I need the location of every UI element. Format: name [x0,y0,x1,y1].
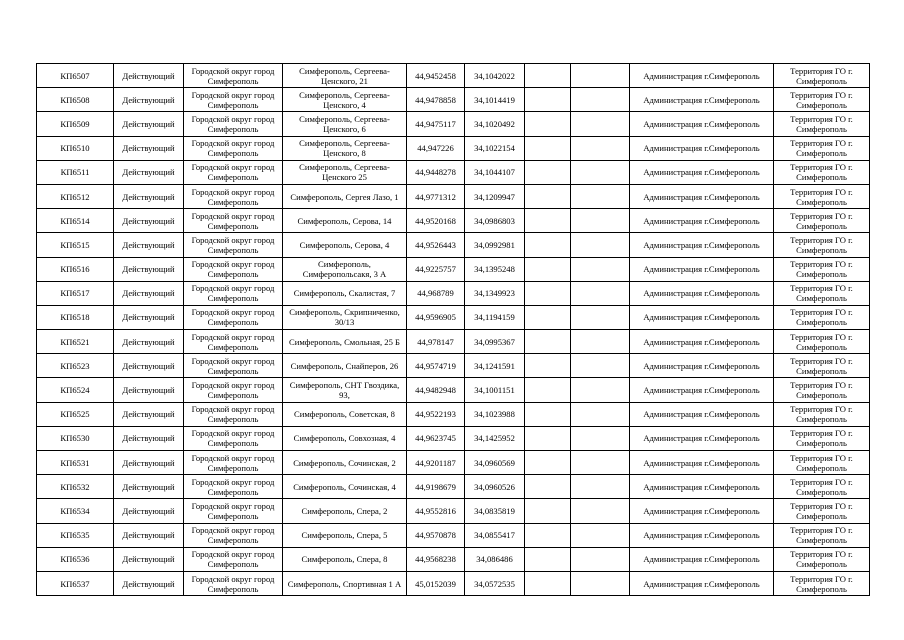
cell-district: Городской округ город Симферополь [184,354,283,378]
cell-address: Симферополь, Снайперов, 26 [283,354,407,378]
cell-empty [571,402,630,426]
cell-longitude: 34,1014419 [465,88,525,112]
cell-longitude: 34,0960569 [465,451,525,475]
cell-territory: Территория ГО г. Симферополь [774,451,870,475]
cell-empty [525,64,571,88]
cell-status: Действующий [114,88,184,112]
cell-owner: Администрация г.Симферополь [630,571,774,595]
cell-district: Городской округ город Симферополь [184,523,283,547]
cell-district: Городской округ город Симферополь [184,209,283,233]
cell-owner: Администрация г.Симферополь [630,64,774,88]
cell-code: КП6517 [37,281,114,305]
cell-district: Городской округ город Симферополь [184,305,283,329]
cell-status: Действующий [114,112,184,136]
cell-longitude: 34,0995367 [465,330,525,354]
table-row [37,354,870,378]
cell-address: Симферополь, Сергея Лазо, 1 [283,184,407,208]
cell-address: Симферополь, Скалистая, 7 [283,281,407,305]
cell-code: КП6530 [37,426,114,450]
cell-latitude: 44,9198679 [407,475,465,499]
cell-code: КП6510 [37,136,114,160]
cell-latitude: 44,9225757 [407,257,465,281]
cell-empty [571,184,630,208]
cell-code: КП6509 [37,112,114,136]
cell-owner: Администрация г.Симферополь [630,378,774,402]
cell-district: Городской округ город Симферополь [184,257,283,281]
cell-address: Симферополь, Спера, 8 [283,547,407,571]
cell-address: Симферополь, Сергеева-Ценского 25 [283,160,407,184]
table-row [37,402,870,426]
cell-code: КП6531 [37,451,114,475]
cell-owner: Администрация г.Симферополь [630,475,774,499]
cell-latitude: 44,9526443 [407,233,465,257]
cell-code: КП6514 [37,209,114,233]
cell-district: Городской округ город Симферополь [184,378,283,402]
cell-address: Симферополь, Советская, 8 [283,402,407,426]
table-row [37,305,870,329]
cell-empty [571,330,630,354]
cell-empty [571,209,630,233]
cell-territory: Территория ГО г. Симферополь [774,184,870,208]
table-row [37,475,870,499]
table-row [37,281,870,305]
cell-empty [525,184,571,208]
cell-owner: Администрация г.Симферополь [630,209,774,233]
cell-code: КП6507 [37,64,114,88]
cell-empty [571,547,630,571]
cell-latitude: 44,947226 [407,136,465,160]
cell-latitude: 44,9623745 [407,426,465,450]
cell-latitude: 44,9574719 [407,354,465,378]
cell-territory: Территория ГО г. Симферополь [774,402,870,426]
cell-empty [525,354,571,378]
cell-status: Действующий [114,426,184,450]
cell-status: Действующий [114,281,184,305]
cell-longitude: 34,1241591 [465,354,525,378]
cell-latitude: 44,9568238 [407,547,465,571]
table-row [37,426,870,450]
cell-empty [525,451,571,475]
cell-territory: Территория ГО г. Симферополь [774,112,870,136]
cell-latitude: 44,9522193 [407,402,465,426]
cell-empty [525,160,571,184]
cell-address: Симферополь, Сочинская, 4 [283,475,407,499]
cell-empty [571,475,630,499]
cell-territory: Территория ГО г. Симферополь [774,136,870,160]
cell-owner: Администрация г.Симферополь [630,257,774,281]
cell-owner: Администрация г.Симферополь [630,233,774,257]
cell-status: Действующий [114,330,184,354]
cell-territory: Территория ГО г. Симферополь [774,547,870,571]
cell-latitude: 44,9201187 [407,451,465,475]
cell-latitude: 44,9520168 [407,209,465,233]
cell-code: КП6525 [37,402,114,426]
cell-owner: Администрация г.Симферополь [630,88,774,112]
cell-empty [571,378,630,402]
cell-empty [525,233,571,257]
cell-code: КП6516 [37,257,114,281]
cell-latitude: 44,968789 [407,281,465,305]
cell-latitude: 45,0152039 [407,571,465,595]
cell-empty [525,499,571,523]
table-row [37,257,870,281]
cell-territory: Территория ГО г. Симферополь [774,209,870,233]
cell-code: КП6536 [37,547,114,571]
cell-code: КП6534 [37,499,114,523]
cell-empty [571,112,630,136]
cell-longitude: 34,0855417 [465,523,525,547]
cell-empty [571,305,630,329]
cell-latitude: 44,9596905 [407,305,465,329]
cell-empty [571,451,630,475]
cell-district: Городской округ город Симферополь [184,136,283,160]
cell-code: КП6511 [37,160,114,184]
cell-longitude: 34,1194159 [465,305,525,329]
table-row [37,112,870,136]
cell-district: Городской округ город Симферополь [184,281,283,305]
cell-owner: Администрация г.Симферополь [630,451,774,475]
cell-territory: Территория ГО г. Симферополь [774,88,870,112]
cell-status: Действующий [114,354,184,378]
cell-code: КП6532 [37,475,114,499]
cell-empty [571,571,630,595]
table-row [37,547,870,571]
table-row [37,499,870,523]
cell-territory: Территория ГО г. Симферополь [774,160,870,184]
cell-empty [525,330,571,354]
cell-latitude: 44,9552816 [407,499,465,523]
cell-address: Симферополь, Сергеева-Ценского, 21 [283,64,407,88]
cell-address: Симферополь, Сочинская, 2 [283,451,407,475]
cell-address: Симферополь, Сергеева-Ценского, 8 [283,136,407,160]
table-row [37,209,870,233]
cell-status: Действующий [114,136,184,160]
cell-owner: Администрация г.Симферополь [630,305,774,329]
cell-longitude: 34,0992981 [465,233,525,257]
cell-empty [571,354,630,378]
cell-address: Симферополь, Спера, 5 [283,523,407,547]
cell-status: Действующий [114,257,184,281]
cell-empty [525,571,571,595]
cell-code: КП6518 [37,305,114,329]
cell-empty [571,281,630,305]
cell-longitude: 34,0960526 [465,475,525,499]
cell-status: Действующий [114,451,184,475]
table-row [37,330,870,354]
cell-owner: Администрация г.Симферополь [630,402,774,426]
cell-empty [571,499,630,523]
cell-longitude: 34,1023988 [465,402,525,426]
cell-territory: Территория ГО г. Симферополь [774,233,870,257]
cell-empty [571,88,630,112]
cell-code: КП6523 [37,354,114,378]
cell-latitude: 44,9570878 [407,523,465,547]
cell-latitude: 44,9478858 [407,88,465,112]
cell-empty [525,402,571,426]
cell-owner: Администрация г.Симферополь [630,499,774,523]
cell-status: Действующий [114,523,184,547]
cell-status: Действующий [114,571,184,595]
cell-longitude: 34,1044107 [465,160,525,184]
table-row [37,571,870,595]
cell-owner: Администрация г.Симферополь [630,354,774,378]
cell-status: Действующий [114,499,184,523]
cell-latitude: 44,9448278 [407,160,465,184]
table-row [37,378,870,402]
cell-latitude: 44,9452458 [407,64,465,88]
cell-status: Действующий [114,64,184,88]
cell-empty [571,257,630,281]
cell-address: Симферополь, Сергеева-Ценского, 6 [283,112,407,136]
cell-owner: Администрация г.Симферополь [630,523,774,547]
cell-longitude: 34,1022154 [465,136,525,160]
cell-address: Симферополь, СНТ Гвоздика, 93, [283,378,407,402]
cell-district: Городской округ город Симферополь [184,426,283,450]
cell-latitude: 44,9771312 [407,184,465,208]
cell-owner: Администрация г.Симферополь [630,330,774,354]
cell-district: Городской округ город Симферополь [184,330,283,354]
cell-empty [525,281,571,305]
cell-empty [525,305,571,329]
table-row [37,451,870,475]
cell-empty [525,88,571,112]
cell-empty [525,112,571,136]
cell-latitude: 44,9475117 [407,112,465,136]
cell-longitude: 34,1042022 [465,64,525,88]
table-row [37,64,870,88]
cell-status: Действующий [114,209,184,233]
cell-code: КП6508 [37,88,114,112]
cell-territory: Территория ГО г. Симферополь [774,378,870,402]
cell-status: Действующий [114,378,184,402]
cell-longitude: 34,0835819 [465,499,525,523]
cell-territory: Территория ГО г. Симферополь [774,571,870,595]
cell-latitude: 44,978147 [407,330,465,354]
cell-longitude: 34,0986803 [465,209,525,233]
cell-district: Городской округ город Симферополь [184,160,283,184]
cell-district: Городской округ город Симферополь [184,571,283,595]
cell-owner: Администрация г.Симферополь [630,184,774,208]
cell-district: Городской округ город Симферополь [184,233,283,257]
cell-address: Симферополь, Смольная, 25 Б [283,330,407,354]
cell-address: Симферополь, Спортивная 1 А [283,571,407,595]
cell-district: Городской округ город Симферополь [184,475,283,499]
cell-empty [525,475,571,499]
cell-district: Городской округ город Симферополь [184,451,283,475]
cell-status: Действующий [114,160,184,184]
cell-district: Городской округ город Симферополь [184,112,283,136]
cell-territory: Территория ГО г. Симферополь [774,305,870,329]
cell-longitude: 34,1349923 [465,281,525,305]
table-row [37,160,870,184]
cell-empty [525,209,571,233]
cell-longitude: 34,1020492 [465,112,525,136]
cell-empty [525,523,571,547]
cell-longitude: 34,1209947 [465,184,525,208]
cell-status: Действующий [114,233,184,257]
cell-owner: Администрация г.Симферополь [630,136,774,160]
cell-code: КП6515 [37,233,114,257]
table-row [37,233,870,257]
cell-territory: Территория ГО г. Симферополь [774,330,870,354]
cell-empty [571,523,630,547]
cell-territory: Территория ГО г. Симферополь [774,499,870,523]
cell-address: Симферополь, Сергеева-Ценского, 4 [283,88,407,112]
cell-district: Городской округ город Симферополь [184,499,283,523]
cell-code: КП6535 [37,523,114,547]
cell-territory: Территория ГО г. Симферополь [774,354,870,378]
cell-territory: Территория ГО г. Симферополь [774,281,870,305]
cell-code: КП6537 [37,571,114,595]
cell-district: Городской округ город Симферополь [184,547,283,571]
cell-owner: Администрация г.Симферополь [630,160,774,184]
cell-status: Действующий [114,402,184,426]
cell-status: Действующий [114,305,184,329]
cell-longitude: 34,1001151 [465,378,525,402]
cell-longitude: 34,1395248 [465,257,525,281]
cell-empty [525,257,571,281]
registry-table [36,63,870,596]
cell-address: Симферополь, Скрипниченко, 30/13 [283,305,407,329]
cell-empty [571,136,630,160]
table-row [37,184,870,208]
cell-longitude: 34,1425952 [465,426,525,450]
cell-address: Симферополь, Симферопольсакя, 3 А [283,257,407,281]
cell-longitude: 34,086486 [465,547,525,571]
cell-owner: Администрация г.Симферополь [630,281,774,305]
cell-latitude: 44,9482948 [407,378,465,402]
cell-code: КП6524 [37,378,114,402]
cell-territory: Территория ГО г. Симферополь [774,523,870,547]
cell-owner: Администрация г.Симферополь [630,426,774,450]
cell-empty [571,233,630,257]
cell-territory: Территория ГО г. Симферополь [774,257,870,281]
cell-empty [525,378,571,402]
cell-status: Действующий [114,475,184,499]
cell-status: Действующий [114,547,184,571]
cell-address: Симферополь, Совхозная, 4 [283,426,407,450]
cell-district: Городской округ город Симферополь [184,88,283,112]
cell-district: Городской округ город Симферополь [184,402,283,426]
cell-owner: Администрация г.Симферополь [630,547,774,571]
cell-empty [525,426,571,450]
registry-rows [37,64,870,596]
cell-empty [571,426,630,450]
table-row [37,136,870,160]
cell-district: Городской округ город Симферополь [184,184,283,208]
cell-empty [571,64,630,88]
cell-code: КП6521 [37,330,114,354]
cell-empty [525,136,571,160]
cell-status: Действующий [114,184,184,208]
cell-empty [571,160,630,184]
cell-territory: Территория ГО г. Симферополь [774,475,870,499]
cell-address: Симферополь, Серова, 14 [283,209,407,233]
cell-owner: Администрация г.Симферополь [630,112,774,136]
cell-address: Симферополь, Спера, 2 [283,499,407,523]
cell-code: КП6512 [37,184,114,208]
cell-territory: Территория ГО г. Симферополь [774,64,870,88]
cell-empty [525,547,571,571]
cell-district: Городской округ город Симферополь [184,64,283,88]
cell-address: Симферополь, Серова, 4 [283,233,407,257]
table-row [37,88,870,112]
cell-territory: Территория ГО г. Симферополь [774,426,870,450]
cell-longitude: 34,0572535 [465,571,525,595]
table-row [37,523,870,547]
